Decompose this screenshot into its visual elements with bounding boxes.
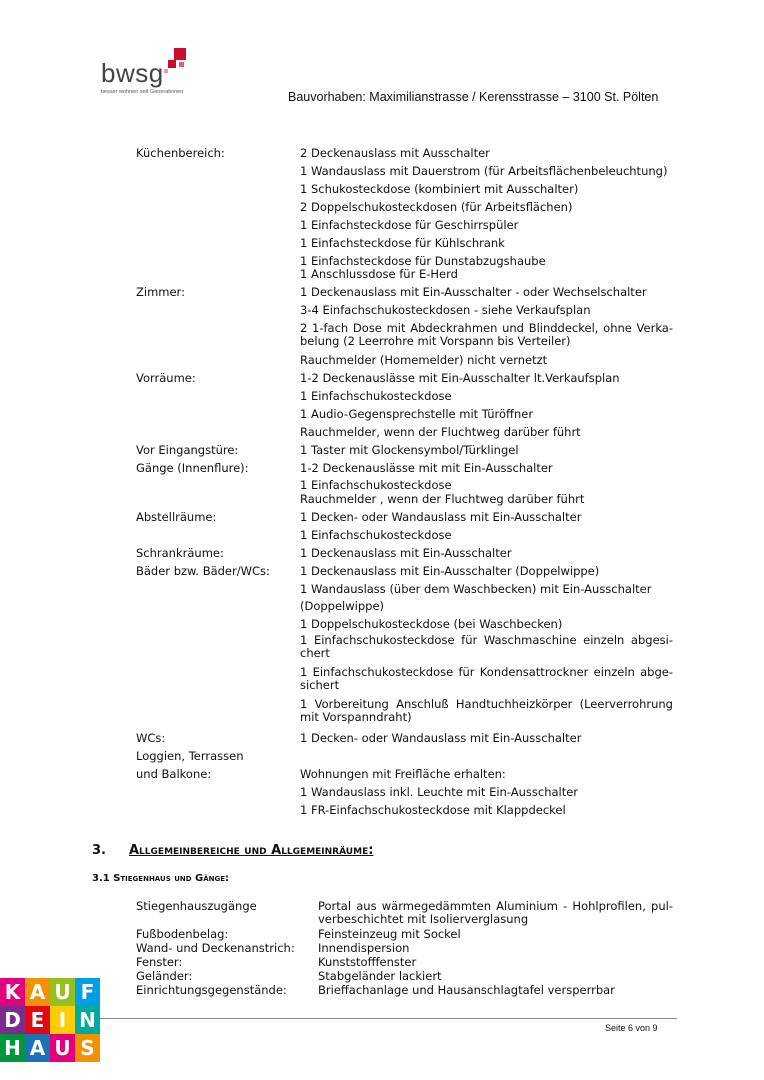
page-header-title: Bauvorhaben: Maximilianstrasse / Kerensstrasse – 3100 St. Pölten [288,90,659,104]
room-item: 1 Deckenauslass mit Ein-Ausschalter (Doppelwippe) [300,564,600,578]
spec-label: Stiegenhauszugänge [136,899,257,913]
section-number: 3. [92,843,106,858]
spec-label: Fenster: [136,955,183,969]
badge-letter: A [25,1034,50,1062]
room-item: 2 Deckenauslass mit Ausschalter [300,146,490,160]
room-label: und Balkone: [136,767,212,781]
room-item: 1 Einfachsteckdose für Kühlschrank [300,236,505,250]
section-title: Allgemeinbereiche und Allgemeinräume: [129,843,374,858]
spec-value: Stabgeländer lackiert [318,969,442,983]
room-item: 1 Schukosteckdose (kombiniert mit Ausschalter) [300,182,579,196]
room-label: Gänge (Innenflure): [136,461,249,475]
room-item: 1 FR-Einfachschukosteckdose mit Klappdeckel [300,803,566,817]
room-item: 1 Wandauslass mit Dauerstrom (für Arbeitsflächenbeleuchtung) [300,164,668,178]
room-item: Rauchmelder , wenn der Fluchtweg darüber führt [300,492,585,506]
room-label: Zimmer: [136,285,185,299]
room-item: 1 Wandauslass (über dem Waschbecken) mit Ein-Ausschalter [300,582,652,596]
room-item: 1 Vorbereitung Anschluß Handtuchheizkörper (Leerverrohrung mit Vorspanndraht) [300,697,673,724]
room-item: 2 Doppelschukosteckdosen (für Arbeitsflächen) [300,200,573,214]
room-item: 1 Audio-Gegensprechstelle mit Türöffner [300,407,534,421]
room-label: Bäder bzw. Bäder/WCs: [136,564,270,578]
room-item: 2 1-fach Dose mit Abdeckrahmen und Blinddeckel, ohne Verka-belung (2 Leerrohre mit Vorspann bis Verteiler) [300,321,673,348]
badge-letter: U [50,1034,75,1062]
room-label: Vorräume: [136,371,196,385]
room-label: Vor Eingangstüre: [136,443,239,457]
room-item: 1 Decken- oder Wandauslass mit Ein-Ausschalter [300,731,582,745]
room-item: 1 Doppelschukosteckdose (bei Waschbecken) [300,617,563,631]
room-label: Schrankräume: [136,546,224,560]
room-label: WCs: [136,731,166,745]
room-label: Abstellräume: [136,510,217,524]
badge-letter: N [75,1006,100,1034]
room-item: Rauchmelder (Homemelder) nicht vernetzt [300,353,548,367]
badge-letter: H [0,1034,25,1062]
room-item: 1 Decken- oder Wandauslass mit Ein-Ausschalter [300,510,582,524]
room-item: 3-4 Einfachschukosteckdosen - siehe Verkaufsplan [300,303,591,317]
spec-value: Brieffachanlage und Hausanschlagtafel versperrbar [318,983,615,997]
room-item: 1 Einfachschukosteckdose [300,389,452,403]
spec-label: Fußbodenbelag: [136,927,229,941]
room-item: 1 Deckenauslass mit Ein-Ausschalter [300,546,512,560]
badge-letter: F [75,978,100,1006]
logo-squares [160,48,190,78]
room-item: 1 Einfachschukosteckdose [300,478,452,492]
room-label: Küchenbereich: [136,146,225,160]
page-number: Seite 6 von 9 [605,1023,658,1033]
room-item: 1 Einfachschukosteckdose für Waschmaschine einzeln abgesi-chert [300,633,673,660]
room-item: 1-2 Deckenauslässe mit Ein-Ausschalter lt.Verkaufsplan [300,371,620,385]
spec-value: Innendispersion [318,941,410,955]
room-item: 1 Einfachschukosteckdose [300,528,452,542]
room-label: Loggien, Terrassen [136,749,244,763]
badge-letter: A [25,978,50,1006]
spec-value: Kunststofffenster [318,955,417,969]
room-item: 1 Deckenauslass mit Ein-Ausschalter - oder Wechselschalter [300,285,647,299]
room-item: 1-2 Deckenauslässe mit mit Ein-Ausschalter [300,461,553,475]
logo-wordmark: bwsg [101,58,164,88]
kauf-dein-haus-badge [0,978,100,1062]
room-item: 1 Einfachsteckdose für Geschirrspüler [300,218,519,232]
subsection-title: 3.1 Stiegenhaus und Gänge: [92,873,230,884]
room-item: 1 Anschlussdose für E-Herd [300,267,458,281]
room-item: Rauchmelder, wenn der Fluchtweg darüber führt [300,425,581,439]
spec-value: Portal aus wärmegedämmten Aluminium - Hohlprofilen, pul-verbeschichtet mit Isolierverglasung [318,899,673,926]
spec-label: Einrichtungsgegenstände: [136,983,287,997]
room-item: Wohnungen mit Freifläche erhalten: [300,767,506,781]
spec-value: Feinsteinzeug mit Sockel [318,927,461,941]
room-item: (Doppelwippe) [300,599,385,613]
room-item: 1 Wandauslass inkl. Leuchte mit Ein-Ausschalter [300,785,579,799]
logo-tagline: besser wohnen seit Generationen [101,89,184,95]
badge-letter: K [0,978,25,1006]
footer-divider [100,1018,677,1019]
badge-letter: E [25,1006,50,1034]
spec-label: Geländer: [136,969,193,983]
badge-letter: I [50,1006,75,1034]
room-item: 1 Einfachsteckdose für Dunstabzugshaube [300,254,546,268]
badge-letter: D [0,1006,25,1034]
badge-letter: U [50,978,75,1006]
room-item: 1 Taster mit Glockensymbol/Türklingel [300,443,519,457]
room-item: 1 Einfachschukosteckdose für Kondensattrockner einzeln abge-sichert [300,665,673,692]
spec-label: Wand- und Deckenanstrich: [136,941,295,955]
badge-letter: S [75,1034,100,1062]
